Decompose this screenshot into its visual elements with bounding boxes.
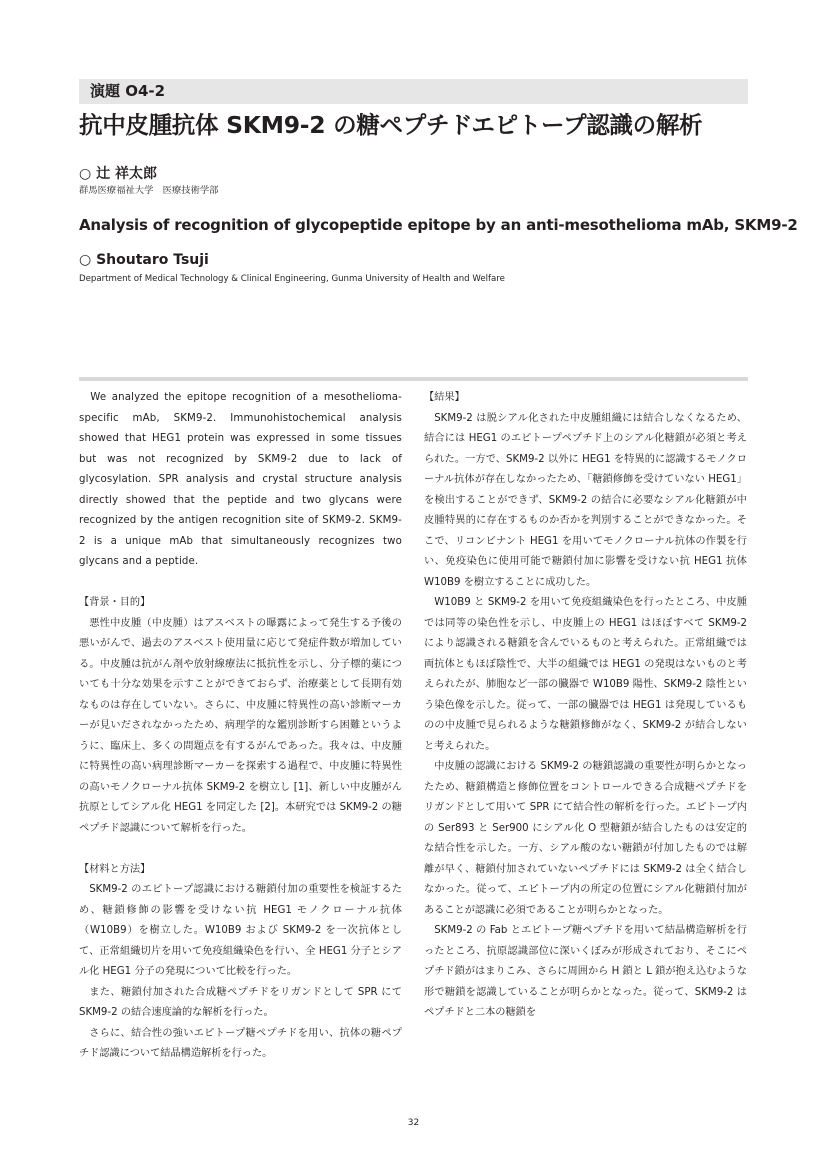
background-heading: 【背景・目的】: [79, 597, 151, 608]
page-number: 32: [407, 1118, 420, 1128]
title-japanese: 抗中皮腫抗体 SKM9-2 の糖ペプチドエピトープ認識の解析: [79, 111, 703, 139]
results-paragraph: SKM9-2 は脱シアル化された中皮腫組織には結合しなくなるため、結合には HEG1 のエピトープペプチド上のシアル化糖鎖が必須と考えられた。一方で、SKM9-2 以外に HEG1 を特異的に認識するモノクローナル抗体が存在しなかったため、「糖鎖修飾を受けていない HEG1」を検出することができず、SKM9-2 の結合に必要なシアル化糖鎖が中皮腫特異的に存在するものか否かを判別することができなかった。そこで、リコンビナント HEG1 を用いてモノクローナル抗体の作製を行い、免疫染色に使用可能で糖鎖付加に影響を受けない抗 HEG1 抗体 W10B9 を樹立することに成功した。: [424, 412, 747, 588]
affiliation-japanese: 群馬医療福祉大学 医療技術学部: [79, 185, 219, 196]
abstract-english: We analyzed the epitope recognition of a mesothelioma-specific mAb, SKM9-2. Immunohistochemical analysis showed that HEG1 protein was expressed in some tissues but was not recognized by SKM9-2 due to lack of glycosylation. SPR analysis and crystal structure analysis directly showed that the peptide and two glycans were recognized by the antigen recognition site of SKM9-2. SKM9-2 is a unique mAb that simultaneously recognizes two glycans and a peptide.: [79, 392, 402, 567]
methods-paragraph: さらに、結合性の強いエピトープ糖ペプチドを用い、抗体の糖ペプチド認識について結晶構造解析を行った。: [79, 1027, 402, 1059]
title-english: Analysis of recognition of glycopeptide epitope by an anti-mesothelioma mAb, SKM9-2: [79, 216, 798, 234]
results-heading: 【結果】: [424, 392, 465, 403]
author-english: ○ Shoutaro Tsuji: [79, 252, 209, 268]
methods-paragraph: また、糖鎖付加された合成糖ペプチドをリガンドとして SPR にて SKM9-2 の結合速度論的な解析を行った。: [79, 986, 402, 1018]
affiliation-english: Department of Medical Technology & Clinical Engineering, Gunma University of Health and Welfare: [79, 274, 505, 284]
session-label: 演題 O4-2: [90, 82, 166, 100]
results-paragraph: SKM9-2 の Fab とエピトープ糖ペプチドを用いて結晶構造解析を行ったところ、抗原認識部位に深いくぼみが形成されており、そこにペプチド鎖がはまりこみ、さらに周囲から H 鎖と L 鎖が抱え込むような形で糖鎖を認識していることが明らかとなった。従って、SKM9-2 はペプチドと二本の糖鎖を: [424, 925, 747, 1018]
results-paragraph: W10B9 と SKM9-2 を用いて免疫組織染色を行ったところ、中皮腫では同等の染色性を示し、中皮腫上の HEG1 はほぼすべて SKM9-2 により認識される糖鎖を含んでいるものと考えられた。正常組織では両抗体ともほぼ陰性で、大半の組織では HEG1 の発現はないものと考えられたが、肺胞など一部の臓器で W10B9 陽性、SKM9-2 陰性という染色像を示した。従って、一部の臓器では HEG1 は発現しているものの中皮腫で見られるような糖鎖修飾がなく、SKM9-2 が結合しないと考えられた。: [424, 597, 747, 752]
session-bar: [79, 79, 748, 104]
section-divider: [79, 377, 748, 381]
methods-paragraph: SKM9-2 のエピトープ認識における糖鎖付加の重要性を検証するため、糖鎖修飾の影響を受けない抗 HEG1 モノクローナル抗体（W10B9）を樹立した。W10B9 および SKM9-2 を一次抗体として、正常組織切片を用いて免疫組織染色を行い、全 HEG1 分子とシアル化 HEG1 分子の発現について比較を行った。: [79, 884, 402, 977]
right-column: [424, 388, 747, 1024]
spacer: [79, 573, 402, 594]
results-paragraph: 中皮腫の認識における SKM9-2 の糖鎖認識の重要性が明らかとなったため、糖鎖構造と修飾位置をコントロールできる合成糖ペプチドをリガンドとして用いて SPR にて結合性の解析を行った。エピトープ内の Ser893 と Ser900 にシアル化 O 型糖鎖が結合したものは安定的な結合性を示した。一方、シアル酸のない糖鎖が付加したものでは解離が早く、糖鎖付加されていないペプチドには SKM9-2 は全く結合しなかった。従って、エピトープ内の所定の位置にシアル化糖鎖付加があることが認識に必須であることが明らかとなった。: [424, 761, 747, 916]
left-column: [79, 388, 402, 1065]
author-japanese: ○ 辻 祥太郎: [79, 166, 157, 182]
spacer: [79, 839, 402, 860]
methods-heading: 【材料と方法】: [79, 863, 151, 875]
background-text: 悪性中皮腫（中皮腫）はアスベストの曝露によって発生する予後の悪いがんで、過去のアスベスト使用量に応じて発症件数が増加している。中皮腫は抗がん剤や放射線療法に抵抗性を示し、分子標的薬についても十分な効果を示すことができておらず、治療薬として長期有効なものは存在していない。さらに、中皮腫に特異性の高い診断マーカーが見いだされなかったため、病理学的な鑑別診断すら困難というように、臨床上、多くの問題点を有するがんであった。我々は、中皮腫に特異性の高い病理診断マーカーを探索する過程で、中皮腫に特異性の高いモノクローナル抗体 SKM9-2 を樹立し [1]、新しい中皮腫がん抗原としてシアル化 HEG1 を同定した [2]。本研究では SKM9-2 の糖ペプチド認識について解析を行った。: [79, 617, 402, 834]
